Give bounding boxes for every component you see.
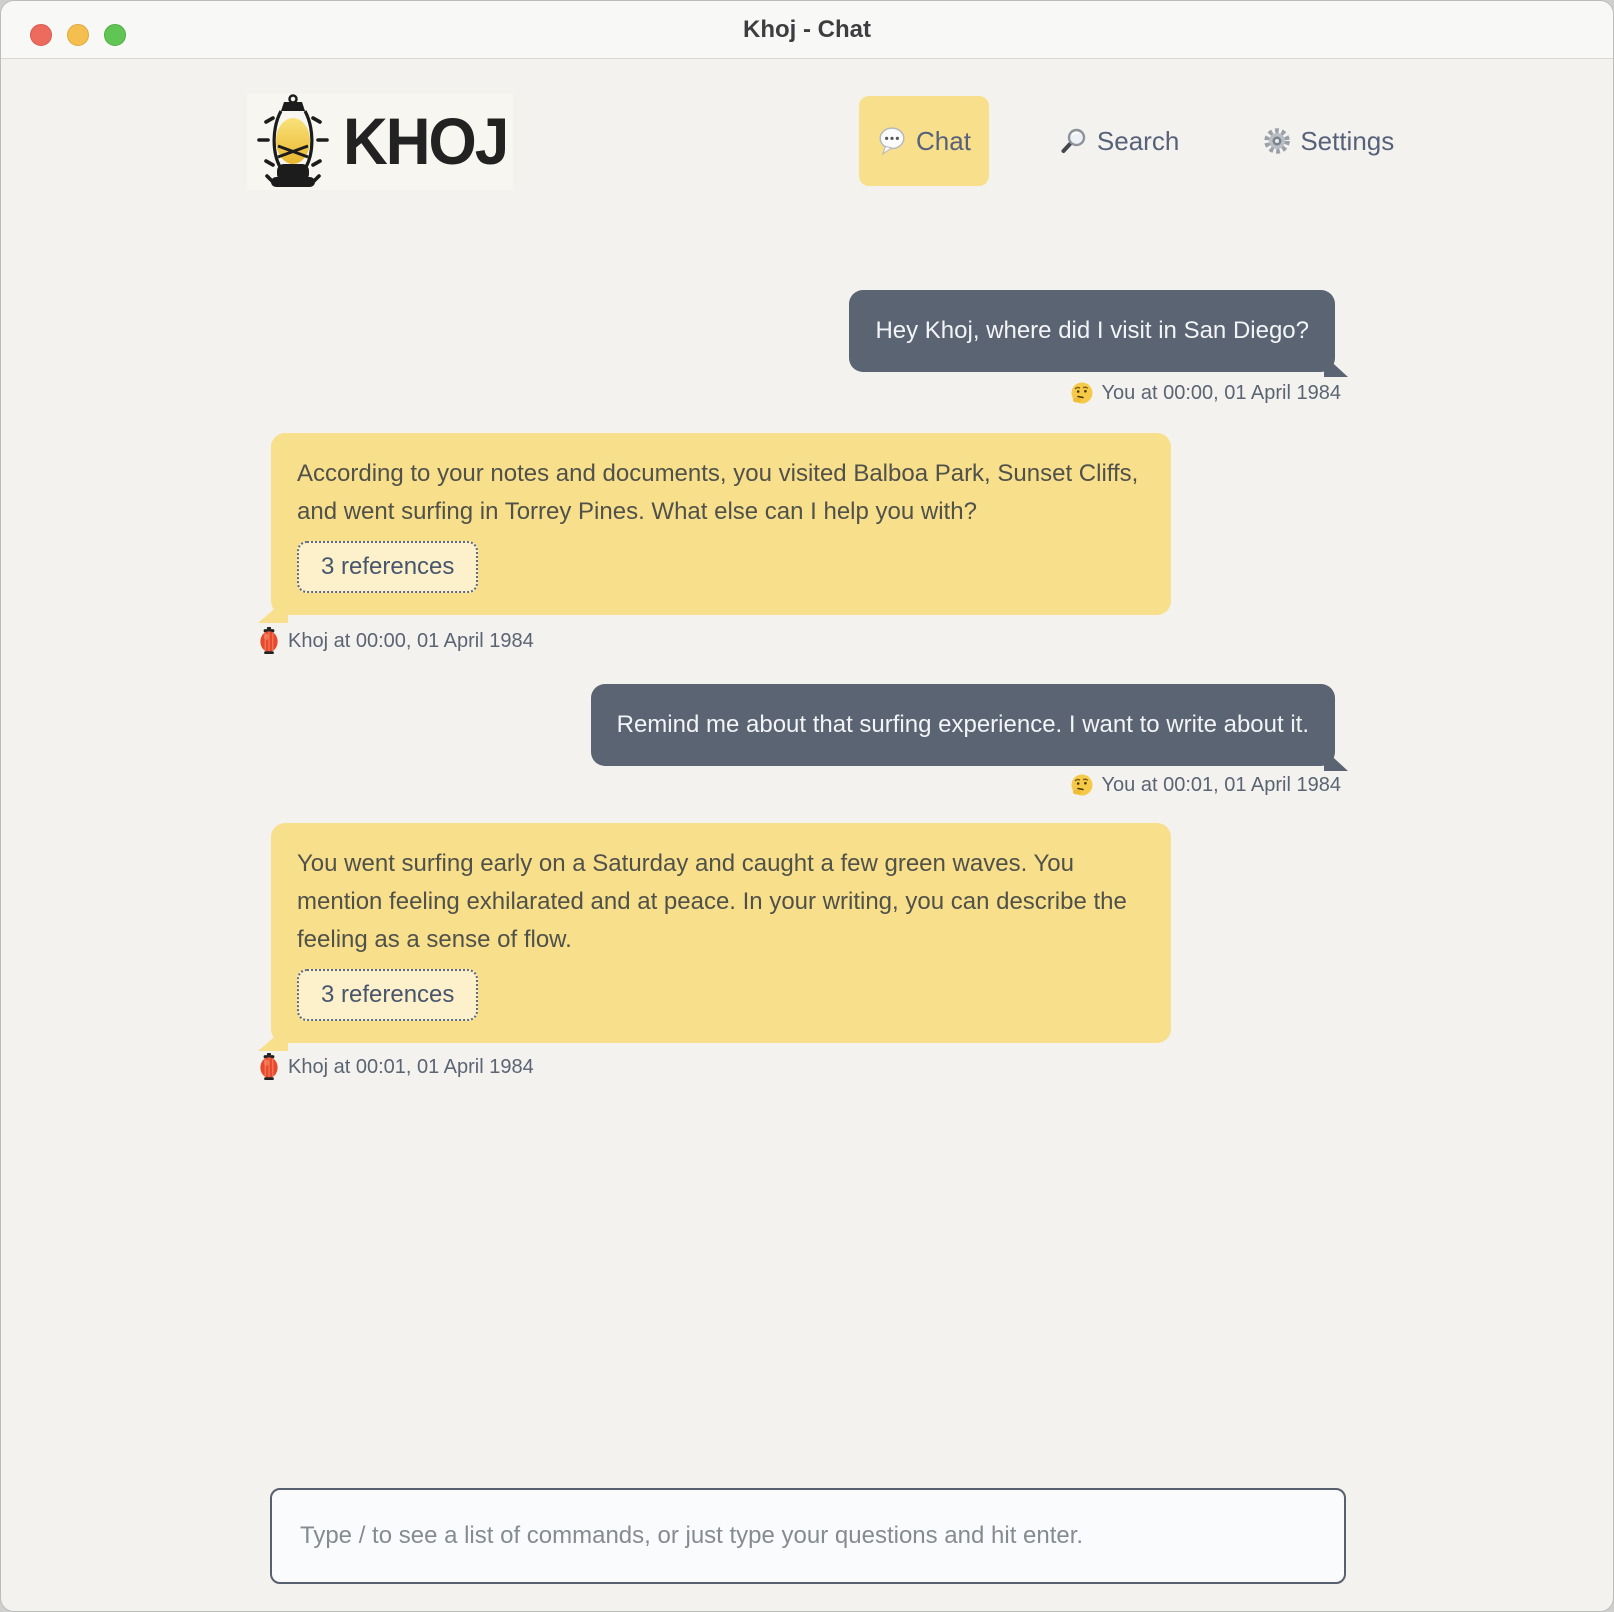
khoj-message-text: You went surfing early on a Saturday and caught a few green waves. You mention feeling exhilarated and at peace. In your writing, you can describe the feeling as a sense of flow. [297,850,1127,953]
red-lantern-icon [258,627,280,655]
message-meta [258,1053,534,1081]
khoj-message-bubble [271,433,1171,615]
references-button[interactable]: 3 references [297,969,478,1021]
brand-wordmark: KHOJ [343,105,508,179]
window-titlebar [1,1,1613,59]
message-meta-text: Khoj at 00:00, 01 April 1984 [288,629,534,652]
message-meta-text: Khoj at 00:01, 01 April 1984 [288,1055,534,1078]
message-meta [258,627,534,655]
chat-message-khoj [271,433,1171,615]
chat-message-user [849,290,1335,372]
references-button[interactable]: 3 references [297,541,478,593]
khoj-logo [247,94,513,190]
thinking-face-icon [1070,773,1094,797]
tab-search-label: Search [1096,125,1180,156]
khoj-message-bubble [271,823,1171,1043]
tab-chat-label: Chat [916,125,971,156]
tab-search[interactable] [1060,126,1179,157]
gear-icon [1263,127,1291,155]
window-title: Khoj - Chat [743,16,871,43]
main-nav [859,96,1394,186]
tab-settings-label: Settings [1300,125,1395,156]
chat-message-khoj [271,823,1171,1043]
message-meta-text: You at 00:00, 01 April 1984 [1101,381,1341,404]
lantern-logo-icon [253,94,333,190]
thinking-face-icon [1070,381,1094,405]
chat-bubble-icon [877,126,907,156]
chat-message-input[interactable] [270,1488,1346,1584]
message-meta [1070,381,1341,405]
khoj-message-text: According to your notes and documents, you visited Balboa Park, Sunset Cliffs, and went surfing in Torrey Pines. What else can I help you with? [297,460,1139,525]
red-lantern-icon [258,1053,280,1081]
tab-settings[interactable] [1263,126,1394,157]
message-meta-text: You at 00:01, 01 April 1984 [1101,773,1341,796]
chat-message-user [591,684,1335,766]
user-message-bubble: Hey Khoj, where did I visit in San Diego? [849,290,1335,372]
message-meta [1070,773,1341,797]
tab-chat[interactable] [859,96,989,186]
user-message-bubble: Remind me about that surfing experience. I want to write about it. [591,684,1335,766]
search-icon [1060,127,1088,155]
